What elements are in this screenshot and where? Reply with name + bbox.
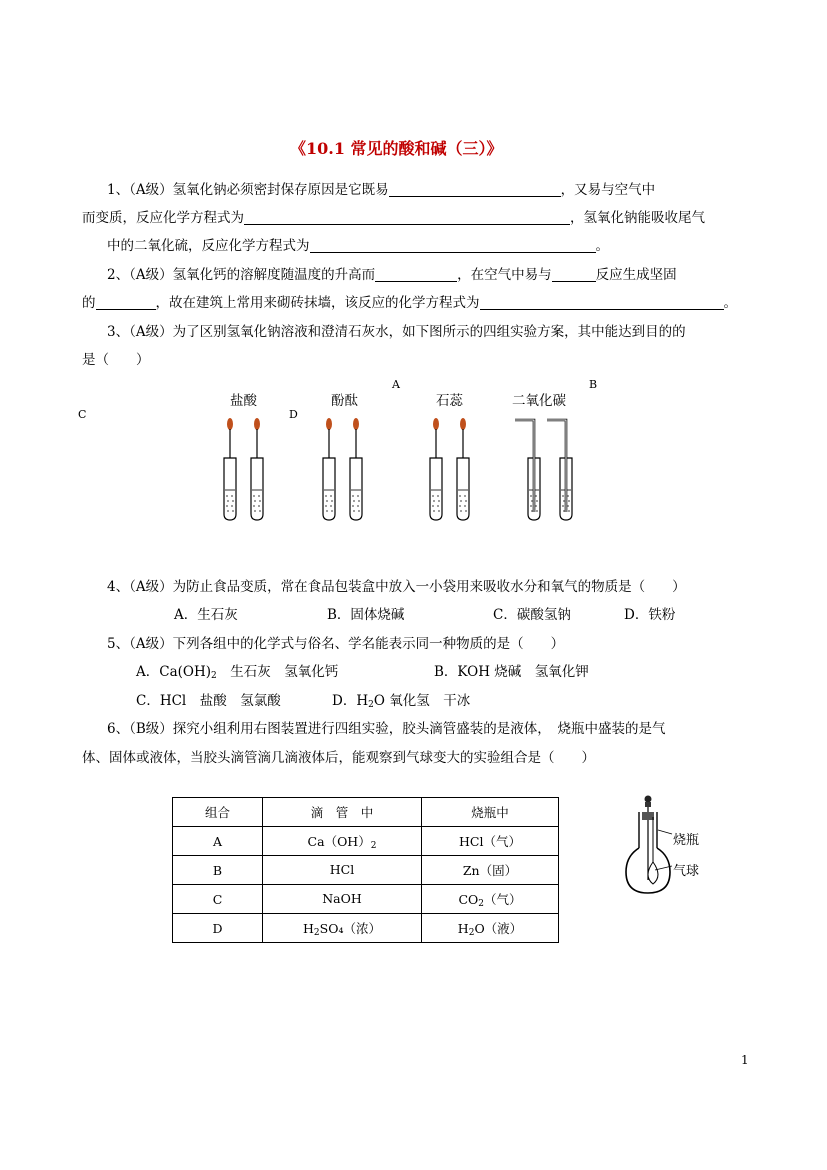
page-title: 《10.1 常见的酸和碱（三）》	[290, 139, 503, 158]
answer-blank[interactable]	[480, 295, 724, 310]
question-2-line-2: 的 ，故在建筑上常用来砌砖抹墙，该反应的化学方程式为 。	[82, 295, 737, 311]
answer-blank[interactable]	[310, 238, 596, 253]
question-1-line-1: 1、（A级）氢氧化钠必须密封保存原因是它既易 ，又易与空气中	[107, 182, 656, 198]
question-5-stem: 5、（A级）下列各组中的化学式与俗名、学名能表示同一种物质的是（ ）	[107, 636, 565, 652]
group-b-phenolphthalein-tubes	[323, 418, 362, 520]
label-hydrochloric-acid: 盐酸	[230, 393, 257, 409]
answer-blank[interactable]	[244, 210, 570, 225]
question-5-option-d[interactable]: D．$H_2O$ 氧化氢 干冰	[332, 693, 471, 710]
table-row: A $Ca(OH)_2$ HCl（气）	[173, 827, 559, 856]
question-4-stem: 4、（A级）为防止食品变质，常在食品包装盒中放入一小袋用来吸收水分和氧气的物质是（ ）	[107, 579, 686, 595]
question-6-line-1: 6、（B级）探究小组利用右图装置进行四组实验，胶头滴管盛装的是液体， 烧瓶中盛装的是气	[107, 721, 666, 737]
diagram-label-balloon: 气球	[673, 864, 700, 879]
question-4-option-b[interactable]: B．固体烧碱	[327, 607, 405, 623]
question-4-option-c[interactable]: C．碳酸氢钠	[493, 607, 571, 623]
question-1-line-2: 而变质，反应化学方程式为 ，氢氧化钠能吸收尾气	[82, 210, 705, 226]
question-4-option-a[interactable]: A．生石灰	[174, 607, 238, 623]
answer-blank[interactable]	[375, 267, 457, 282]
question-5-option-a[interactable]: A．$Ca(OH)_2$ 生石灰 氢氧化钙	[136, 664, 339, 681]
experiment-table	[172, 797, 559, 943]
label-carbon-dioxide: 二氧化碳	[512, 393, 566, 409]
answer-blank[interactable]	[96, 295, 156, 310]
question-3-line-2: 是（ ）	[82, 352, 150, 368]
question-5-option-b[interactable]: B．KOH 烧碱 氢氧化钾	[434, 664, 589, 680]
question-1-line-3: 中的二氧化硫，反应化学方程式为 。	[107, 238, 609, 254]
page-number: 1	[741, 1053, 749, 1067]
question-5-option-c[interactable]: C．HCl 盐酸 氢氯酸	[136, 693, 281, 709]
test-tube-illustration	[210, 412, 590, 532]
group-d-co2-tubes	[515, 420, 572, 520]
question-3-line-1: 3、（A级）为了区别氢氧化钠溶液和澄清石灰水，如下图所示的四组实验方案，其中能达到目的的	[107, 324, 686, 340]
table-row: D $H_2SO_4$（浓） $H_2O$（液）	[173, 914, 559, 943]
option-letter-a: A	[392, 378, 400, 391]
diagram-label-flask: 烧瓶	[673, 833, 700, 848]
option-letter-b: B	[589, 378, 598, 391]
question-6-line-2: 体、固体或液体，当胶头滴管滴几滴液体后，能观察到气球变大的实验组合是（ ）	[82, 750, 595, 766]
header-group: 组合	[173, 798, 263, 827]
answer-blank[interactable]	[552, 267, 596, 282]
group-c-litmus-tubes	[430, 418, 469, 520]
label-litmus: 石蕊	[436, 393, 463, 409]
group-a-hydrochloric-tubes	[224, 418, 263, 520]
question-4-option-d[interactable]: D．铁粉	[624, 607, 676, 623]
table-row: C NaOH $CO_2$（气）	[173, 885, 559, 914]
label-phenolphthalein: 酚酞	[331, 393, 358, 409]
question-2-line-1: 2、（A级）氢氧化钙的溶解度随温度的升高而 ，在空气中易与 反应生成坚固	[107, 267, 677, 283]
table-header-row	[173, 798, 559, 827]
answer-blank[interactable]	[389, 182, 561, 197]
header-dropper: 滴 管 中	[263, 798, 422, 827]
header-flask: 烧瓶中	[422, 798, 559, 827]
table-row: B HCl Zn（固）	[173, 856, 559, 885]
option-letter-d: D	[289, 408, 298, 421]
option-letter-c: C	[78, 408, 87, 421]
